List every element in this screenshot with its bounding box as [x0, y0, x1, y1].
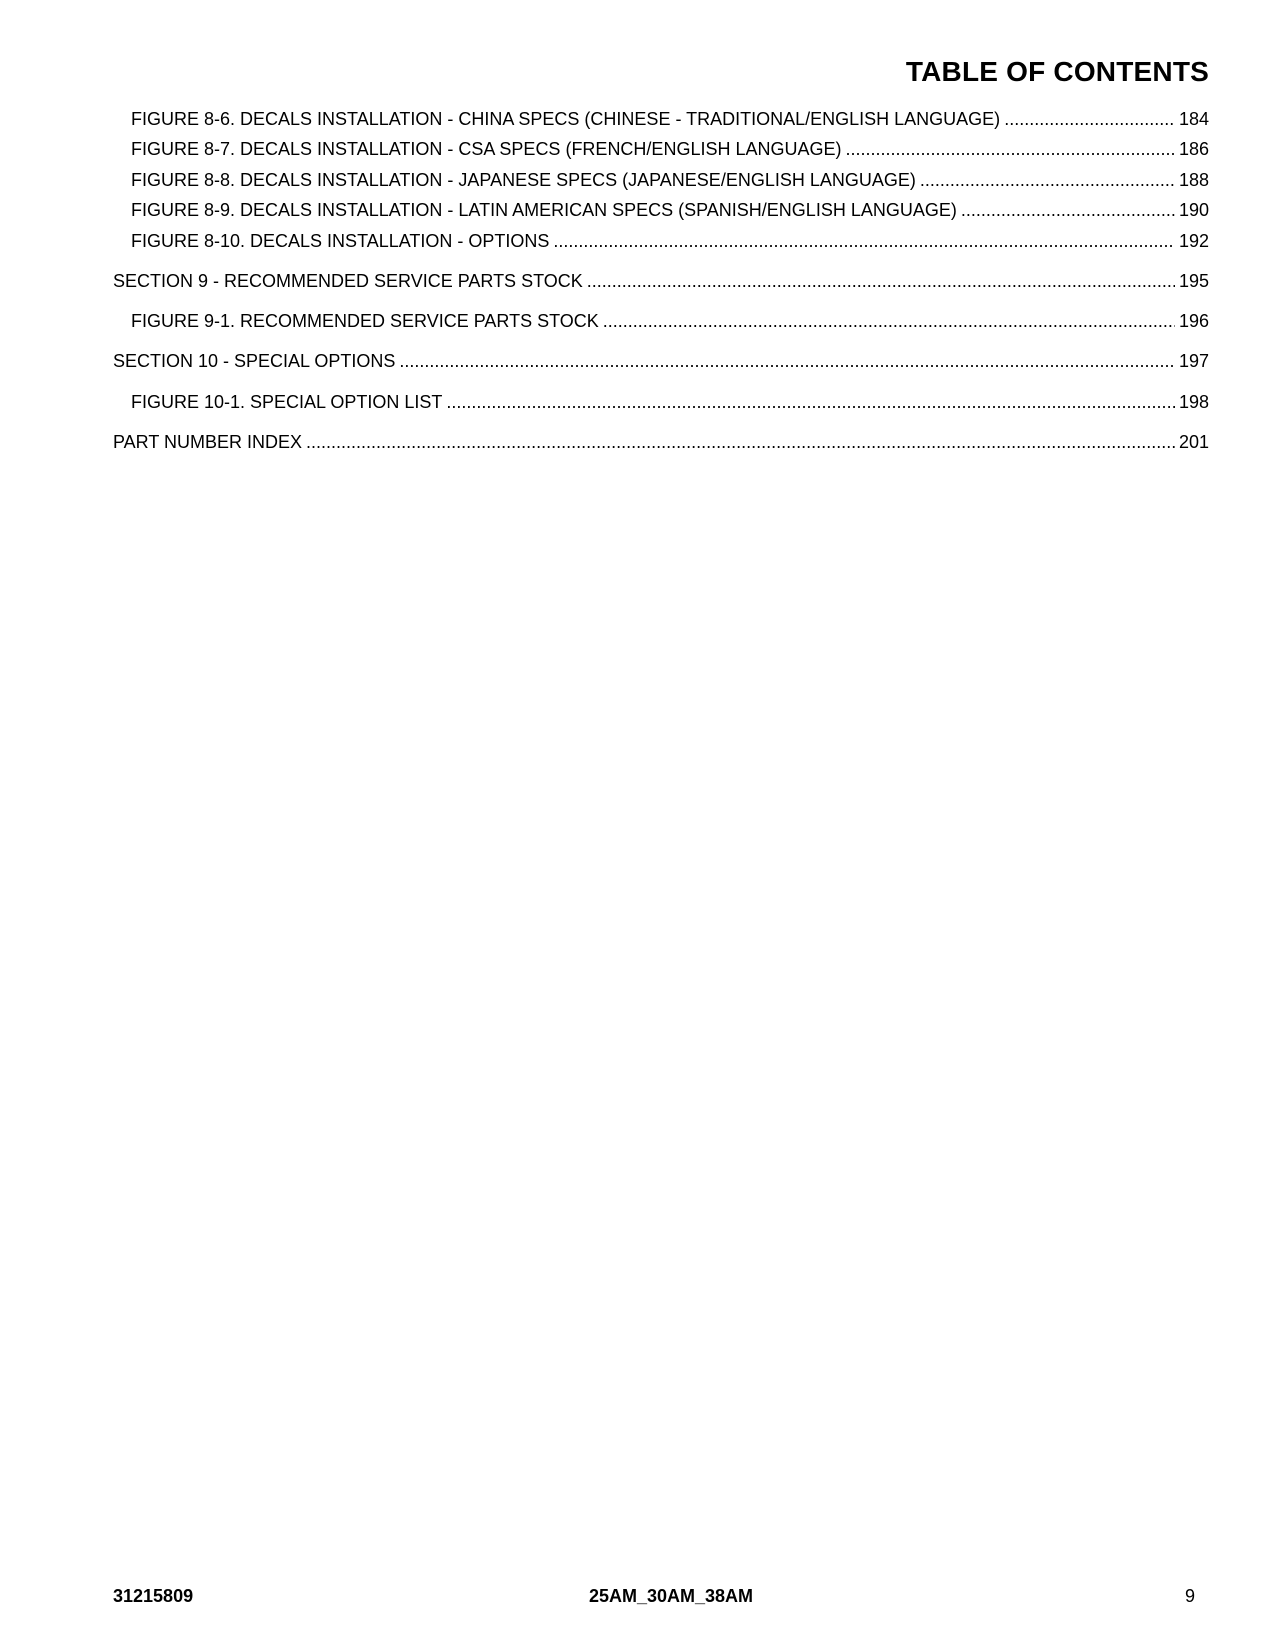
toc-entry-figure-10-1[interactable] — [0, 391, 1209, 413]
toc-entry-label: FIGURE 8-9. DECALS INSTALLATION - LATIN AMERICAN SPECS (SPANISH/ENGLISH LANGUAGE) — [131, 200, 957, 220]
page-title: TABLE OF CONTENTS — [905, 56, 1209, 87]
toc-entry-page: 198 — [1178, 392, 1209, 412]
toc-entry-label: FIGURE 8-7. DECALS INSTALLATION - CSA SPECS (FRENCH/ENGLISH LANGUAGE) — [131, 139, 842, 159]
footer-model: 25AM_30AM_38AM — [588, 1586, 754, 1606]
toc-entry-page: 196 — [1178, 311, 1209, 331]
toc-entry-section-10[interactable] — [0, 350, 1209, 372]
dot-leader — [920, 169, 1175, 191]
toc-entry-page: 201 — [1178, 432, 1209, 452]
toc-entry-label: SECTION 9 - RECOMMENDED SERVICE PARTS STOCK — [113, 271, 583, 291]
toc-entry-part-number-index[interactable] — [0, 431, 1209, 453]
dot-leader — [1004, 108, 1175, 130]
toc-entry-figure-8-7[interactable] — [0, 138, 1209, 160]
toc-entry-label: FIGURE 8-10. DECALS INSTALLATION - OPTIONS — [131, 231, 550, 251]
toc-entry-figure-8-6[interactable] — [0, 108, 1209, 130]
toc-entry-figure-9-1[interactable] — [0, 310, 1209, 332]
dot-leader — [306, 431, 1175, 453]
dot-leader — [587, 270, 1175, 292]
toc-entry-label: FIGURE 8-8. DECALS INSTALLATION - JAPANESE SPECS (JAPANESE/ENGLISH LANGUAGE) — [131, 170, 916, 190]
toc-entry-section-9[interactable] — [0, 270, 1209, 292]
toc-entry-page: 192 — [1178, 231, 1209, 251]
toc-entry-page: 188 — [1178, 170, 1209, 190]
dot-leader — [553, 230, 1175, 252]
dot-leader — [961, 199, 1175, 221]
toc-entry-figure-8-8[interactable] — [0, 169, 1209, 191]
toc-entry-label: FIGURE 10-1. SPECIAL OPTION LIST — [131, 392, 443, 412]
toc-entry-label: FIGURE 8-6. DECALS INSTALLATION - CHINA SPECS (CHINESE - TRADITIONAL/ENGLISH LANGUAGE) — [131, 109, 1001, 129]
toc-entry-page: 184 — [1178, 109, 1209, 129]
toc-entry-label: FIGURE 9-1. RECOMMENDED SERVICE PARTS STOCK — [131, 311, 599, 331]
dot-leader — [603, 310, 1175, 332]
dot-leader — [845, 138, 1174, 160]
toc-entry-page: 197 — [1178, 351, 1209, 371]
toc-entry-figure-8-9[interactable] — [0, 199, 1209, 221]
dot-leader — [446, 391, 1175, 413]
footer-page-number: 9 — [1184, 1586, 1195, 1606]
toc-entry-page: 186 — [1178, 139, 1209, 159]
footer-doc-number: 31215809 — [113, 1586, 194, 1606]
toc-entry-label: PART NUMBER INDEX — [113, 432, 303, 452]
toc-entry-label: SECTION 10 - SPECIAL OPTIONS — [113, 351, 396, 371]
toc-entry-figure-8-10[interactable] — [0, 230, 1209, 252]
dot-leader — [399, 350, 1175, 372]
toc-entry-page: 190 — [1178, 200, 1209, 220]
toc-entry-page: 195 — [1178, 271, 1209, 291]
page-footer — [0, 1586, 1275, 1610]
